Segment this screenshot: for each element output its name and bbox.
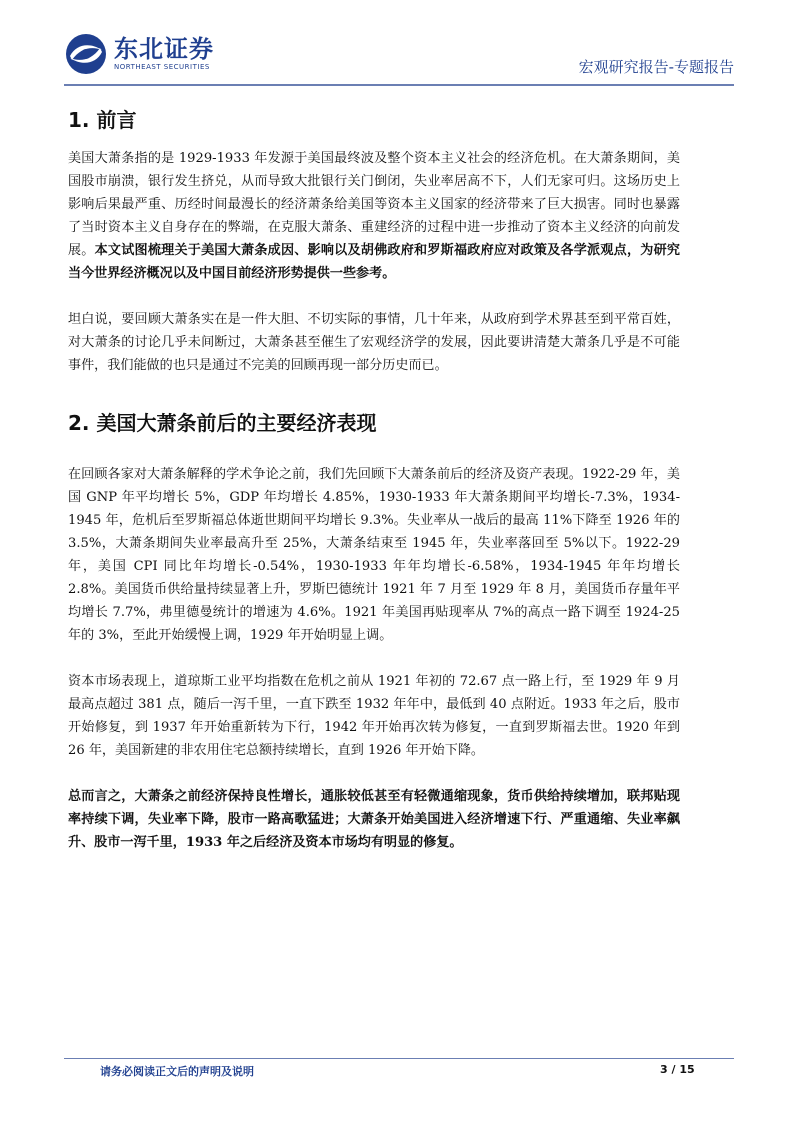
logo-chinese-name: 东北证券 bbox=[114, 35, 214, 63]
header-divider bbox=[64, 84, 734, 86]
company-logo bbox=[64, 32, 214, 76]
section-2-paragraph-2: 资本市场表现上，道琼斯工业平均指数在危机之前从 1921 年初的 72.67 点一路上行，至 1929 年 9 月最高点超过 381 点，随后一泻千里，一直下跌至 1932 年年中，最低到 40 点附近。1933 年之后，股市开始修复，到 1937 年开始重新转为下行，1942 年开始再次转为修复，一直到罗斯福去世。1920 年到 26 年，美国新建的非农用住宅总额持续增长，直到 1926 年开始下降。 bbox=[68, 674, 680, 758]
bold-text: 总而言之，大萧条之前经济保持良性增长，通胀较低甚至有轻微通缩现象，货币供给持续增加，联邦贴现率持续下调，失业率下降，股市一路高歌猛进；大萧条开始美国进入经济增速下行、严重通缩、失业率飙升、股市一泻千里，1933 年之后经济及资本市场均有明显的修复。 bbox=[68, 789, 680, 850]
page-number: 3 / 15 bbox=[660, 1063, 695, 1076]
section-1-paragraph-1: 美国大萧条指的是 1929-1933 年发源于美国最终波及整个资本主义社会的经济危机。在大萧条期间，美国股市崩溃，银行发生挤兑，从而导致大批银行关门倒闭，失业率居高不下，人们无家可归。这场历史上影响后果最严重、历经时间最漫长的经济萧条给美国等资本主义国家的经济带来了巨大损害。同时也暴露了当时资本主义自身存在的弊端，在克服大萧条、重建经济的过程中进一步推动了资本主义经济的向前发展。本文试图梳理关于美国大萧条成因、影响以及胡佛政府和罗斯福政府应对政策及各学派观点，为研究当今世界经济概况以及中国目前经济形势提供一些参考。 bbox=[68, 151, 681, 281]
logo-english-name: NORTHEAST SECURITIES bbox=[114, 63, 210, 71]
footer-divider bbox=[64, 1058, 734, 1059]
document-body bbox=[68, 96, 680, 854]
section-2-paragraph-1: 在回顾各家对大萧条解释的学术争论之前，我们先回顾下大萧条前后的经济及资产表现。1922-29 年，美国 GNP 年平均增长 5%，GDP 年均增长 4.85%，1930-1933 年大萧条期间平均增长-7.3%，1934-1945 年，危机后至罗斯福总体逝世期间平均增长 9.3%。失业率从一战后的最高 11%下降至 1926 年的 3.5%，大萧条期间失业率最高升至 25%，大萧条结束至 1945 年，失业率落回至 5%以下。1922-29 年，美国 CPI 同比年均增长-0.54%，1930-1933 年年均增长-6.58%，1934-1945 年年均增长 2.8%。美国货币供给量持续显著上升，罗斯巴德统计 1921 年 7 月至 1929 年 8 月，美国货币存量年平均增长 7.7%，弗里德曼统计的增速为 4.6%。1921 年美国再贴现率从 7%的高点一路下调至 1924-25 年的 3%，至此开始缓慢上调，1929 年开始明显上调。 bbox=[68, 467, 680, 643]
section-1-heading: 1. 前言 bbox=[68, 108, 137, 132]
page-header bbox=[64, 30, 734, 82]
disclaimer-note: 请务必阅读正文后的声明及说明 bbox=[100, 1065, 254, 1078]
section-1-paragraph-2: 坦白说，要回顾大萧条实在是一件大胆、不切实际的事情，几十年来，从政府到学术界甚至到平常百姓，对大萧条的讨论几乎未间断过，大萧条甚至催生了宏观经济学的发展，因此要讲清楚大萧条几乎是不可能事件，我们能做的也只是通过不完美的回顾再现一部分历史而已。 bbox=[68, 312, 680, 373]
section-2-paragraph-3 bbox=[68, 785, 680, 854]
report-type-label: 宏观研究报告-专题报告 bbox=[578, 58, 734, 76]
northeast-securities-logo-icon bbox=[64, 32, 108, 76]
section-2-heading: 2. 美国大萧条前后的主要经济表现 bbox=[68, 411, 377, 435]
bold-text: 本文试图梳理关于美国大萧条成因、影响以及胡佛政府和罗斯福政府应对政策及各学派观点，为研究当今世界经济概况以及中国目前经济形势提供一些参考。 bbox=[68, 243, 681, 281]
